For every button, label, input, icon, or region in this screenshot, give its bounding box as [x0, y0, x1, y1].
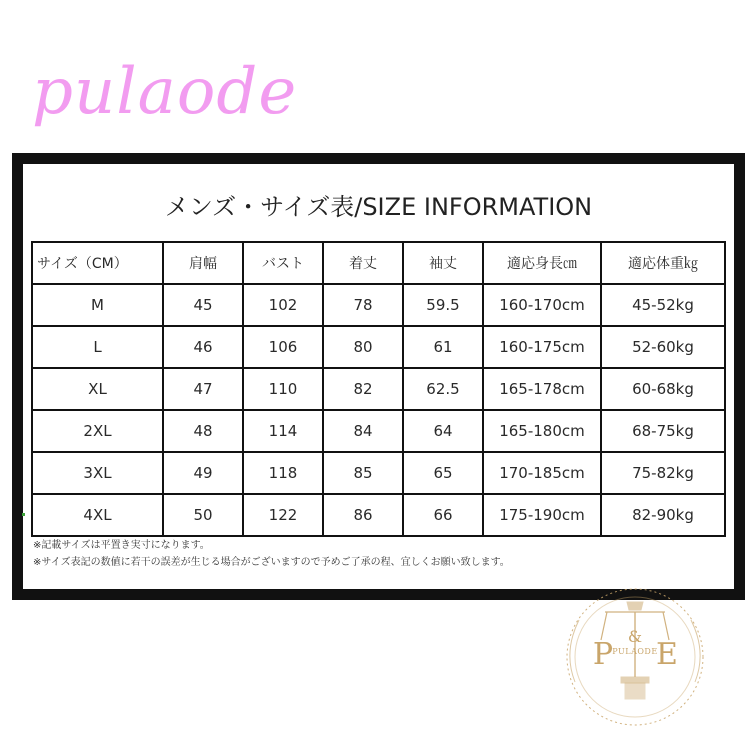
sleeve-cell: 64 [403, 410, 483, 452]
length-cell: 85 [323, 452, 403, 494]
note-tolerance: ※サイズ表記の数値に若干の誤差が生じる場合がございますので予めご了承の程、宜しくお願い致します。 [33, 557, 510, 568]
column-header-sleeve: 袖丈 [403, 242, 483, 284]
weight-cell: 45-52kg [601, 284, 725, 326]
table-row [32, 410, 725, 452]
size-chart-frame [12, 153, 745, 600]
column-header-bust: バスト [243, 242, 323, 284]
length-cell: 86 [323, 494, 403, 536]
bust-cell: 118 [243, 452, 323, 494]
bust-cell: 122 [243, 494, 323, 536]
size-cell: M [32, 284, 163, 326]
column-header-size: サイズ（CM） [32, 242, 163, 284]
length-cell: 78 [323, 284, 403, 326]
height-cell: 175-190cm [483, 494, 601, 536]
length-cell: 84 [323, 410, 403, 452]
shoulder-cell: 49 [163, 452, 243, 494]
stamp-scale-top [627, 602, 643, 610]
brand-logo: pulaode [32, 55, 298, 129]
size-cell: XL [32, 368, 163, 410]
column-header-shoulder: 肩幅 [163, 242, 243, 284]
size-cell: 4XL [32, 494, 163, 536]
height-cell: 165-178cm [483, 368, 601, 410]
stamp-pedestal [621, 677, 649, 683]
size-table [31, 241, 726, 537]
size-chart-title: メンズ・サイズ表/SIZE INFORMATION [164, 193, 593, 221]
weight-cell: 68-75kg [601, 410, 725, 452]
height-cell: 160-170cm [483, 284, 601, 326]
sleeve-cell: 65 [403, 452, 483, 494]
length-cell: 82 [323, 368, 403, 410]
table-row [32, 326, 725, 368]
weight-cell: 75-82kg [601, 452, 725, 494]
shoulder-cell: 47 [163, 368, 243, 410]
bust-cell: 106 [243, 326, 323, 368]
table-header-row [32, 242, 725, 284]
table-row [32, 452, 725, 494]
shoulder-cell: 48 [163, 410, 243, 452]
shoulder-cell: 50 [163, 494, 243, 536]
shoulder-cell: 46 [163, 326, 243, 368]
column-header-height: 適応身長㎝ [483, 242, 601, 284]
size-notes [33, 537, 723, 571]
sleeve-cell: 62.5 [403, 368, 483, 410]
stamp-letter-right: E [656, 637, 678, 672]
watermark-stamp-icon [545, 572, 725, 742]
sleeve-cell: 59.5 [403, 284, 483, 326]
size-cell: L [32, 326, 163, 368]
table-row [32, 494, 725, 536]
green-marker-dot [22, 513, 25, 516]
height-cell: 160-175cm [483, 326, 601, 368]
stamp-letter-left: P [592, 637, 614, 672]
sleeve-cell: 61 [403, 326, 483, 368]
size-cell: 2XL [32, 410, 163, 452]
height-cell: 165-180cm [483, 410, 601, 452]
weight-cell: 52-60kg [601, 326, 725, 368]
stamp-brand: PULAODE [612, 647, 658, 656]
bust-cell: 110 [243, 368, 323, 410]
bust-cell: 114 [243, 410, 323, 452]
stamp-base [625, 683, 645, 699]
table-row [32, 368, 725, 410]
shoulder-cell: 45 [163, 284, 243, 326]
column-header-length: 着丈 [323, 242, 403, 284]
column-header-weight: 適応体重㎏ [601, 242, 725, 284]
bust-cell: 102 [243, 284, 323, 326]
stamp-ampersand: & [627, 627, 643, 646]
length-cell: 80 [323, 326, 403, 368]
height-cell: 170-185cm [483, 452, 601, 494]
note-measurement: ※記載サイズは平置き実寸になります。 [33, 540, 210, 551]
weight-cell: 82-90kg [601, 494, 725, 536]
weight-cell: 60-68kg [601, 368, 725, 410]
sleeve-cell: 66 [403, 494, 483, 536]
size-cell: 3XL [32, 452, 163, 494]
table-row [32, 284, 725, 326]
